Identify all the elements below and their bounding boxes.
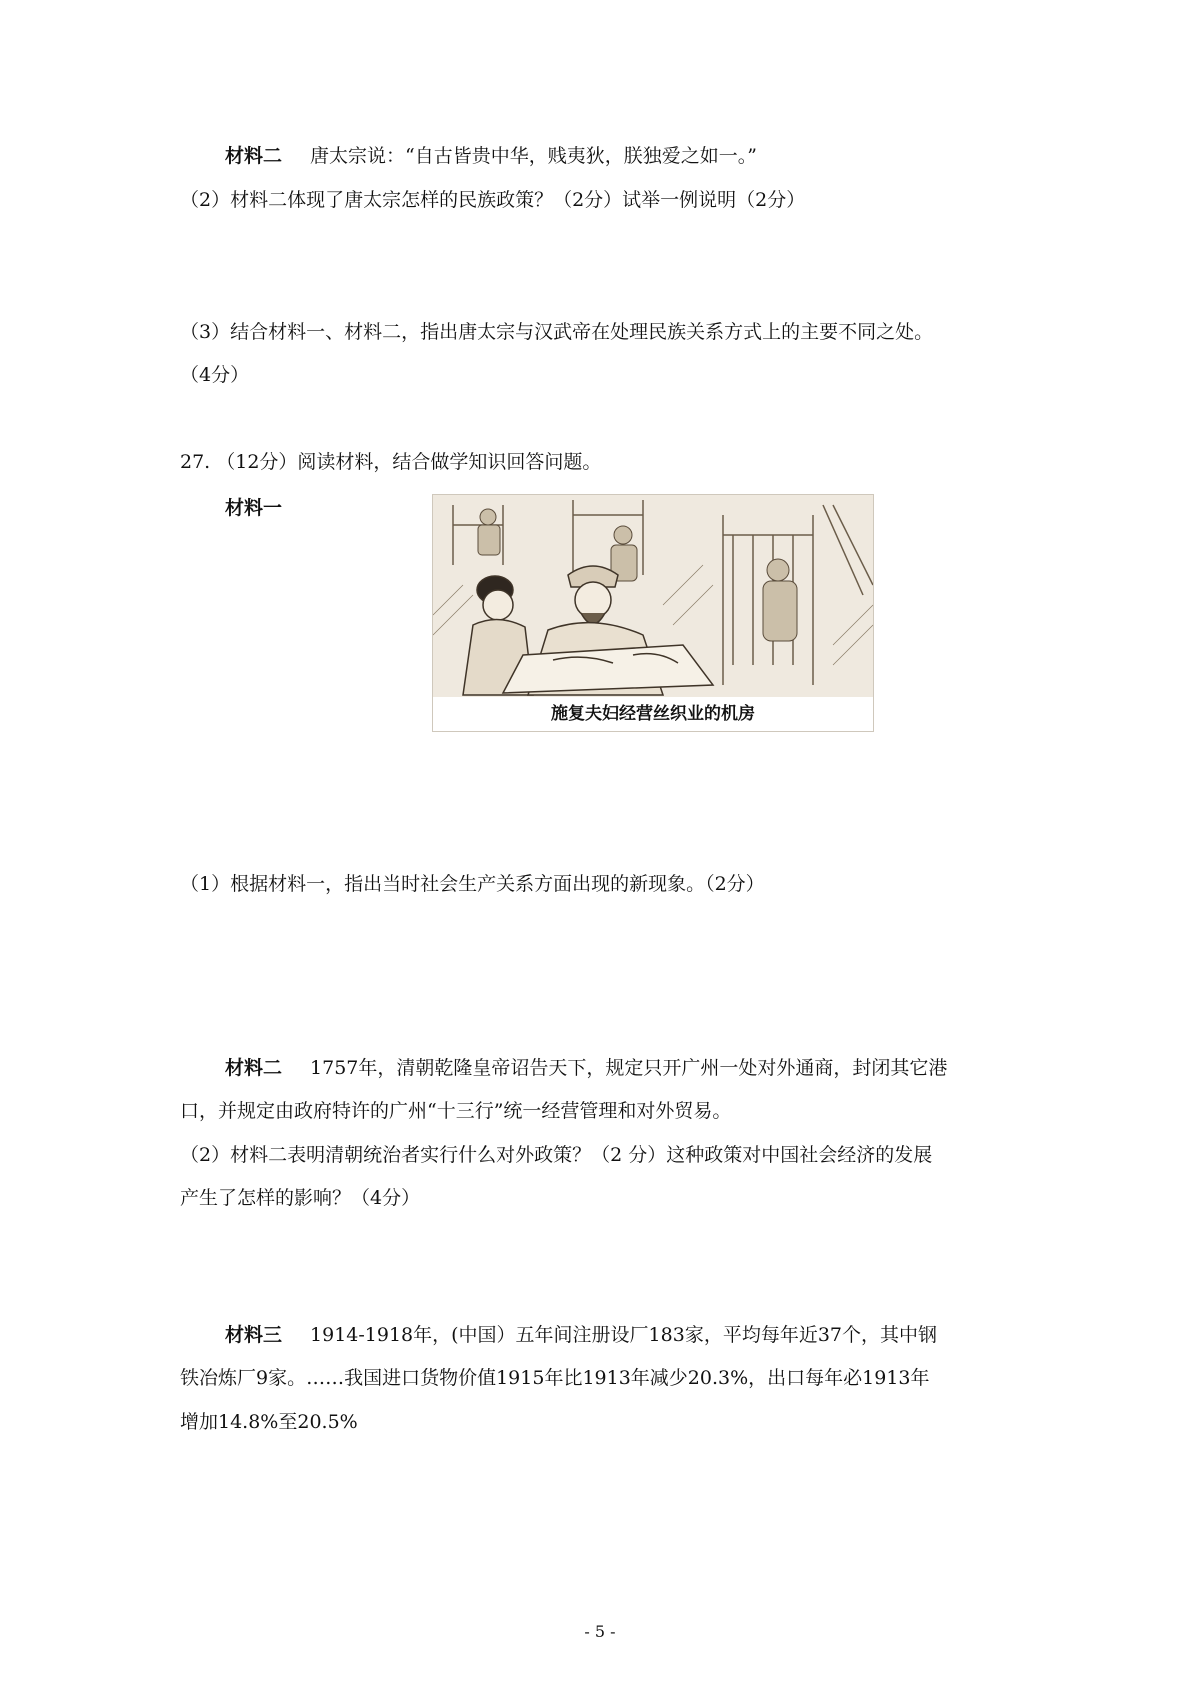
material-text: 1757年，清朝乾隆皇帝诏告天下，规定只开广州一处对外通商，封闭其它港: [310, 1057, 948, 1079]
q27-subquestion-2-line2: 产生了怎样的影响？（4分）: [180, 1187, 421, 1209]
q27-material3-line2: 铁冶炼厂9家。……我国进口货物价值1915年比1913年减少20.3%，出口每年必1913年: [180, 1367, 930, 1389]
q27-subquestion-2-line1: （2）材料二表明清朝统治者实行什么对外政策？（2 分）这种政策对中国社会经济的发展: [180, 1144, 933, 1166]
q27-material2-line1: [225, 1054, 947, 1082]
weaving-workshop-illustration: [432, 494, 874, 732]
q27-material3-line3: 增加14.8%至20.5%: [180, 1411, 358, 1433]
material-label: 材料三: [225, 1324, 283, 1346]
figure-caption: 施复夫妇经营丝织业的机房: [433, 697, 873, 731]
material-text: 唐太宗说：“自古皆贵中华，贱夷狄，朕独爱之如一。”: [310, 145, 757, 167]
material-label: 材料二: [225, 145, 283, 167]
q27-material3-line1: [225, 1321, 937, 1349]
material-label: 材料一: [225, 497, 283, 519]
material-text: 1914-1918年，(中国）五年间注册设厂183家，平均每年近37个，其中钢: [310, 1324, 937, 1346]
q26-subquestion-3-line1: （3）结合材料一、材料二，指出唐太宗与汉武帝在处理民族关系方式上的主要不同之处。: [180, 321, 934, 343]
q27-header: 27. （12分）阅读材料，结合做学知识回答问题。: [180, 451, 602, 473]
q26-material2-line: [225, 142, 757, 170]
q26-subquestion-3-line2: （4分）: [180, 364, 250, 386]
illustration-drawing: [433, 495, 873, 697]
q26-subquestion-2: （2）材料二体现了唐太宗怎样的民族政策？（2分）试举一例说明（2分）: [180, 189, 806, 211]
material-label: 材料二: [225, 1057, 283, 1079]
page-number: - 5 -: [584, 1622, 616, 1641]
q27-material2-line2: 口，并规定由政府特许的广州“十三行”统一经营管理和对外贸易。: [180, 1100, 732, 1122]
q27-subquestion-1: （1）根据材料一，指出当时社会生产关系方面出现的新现象。（2分）: [180, 873, 765, 895]
